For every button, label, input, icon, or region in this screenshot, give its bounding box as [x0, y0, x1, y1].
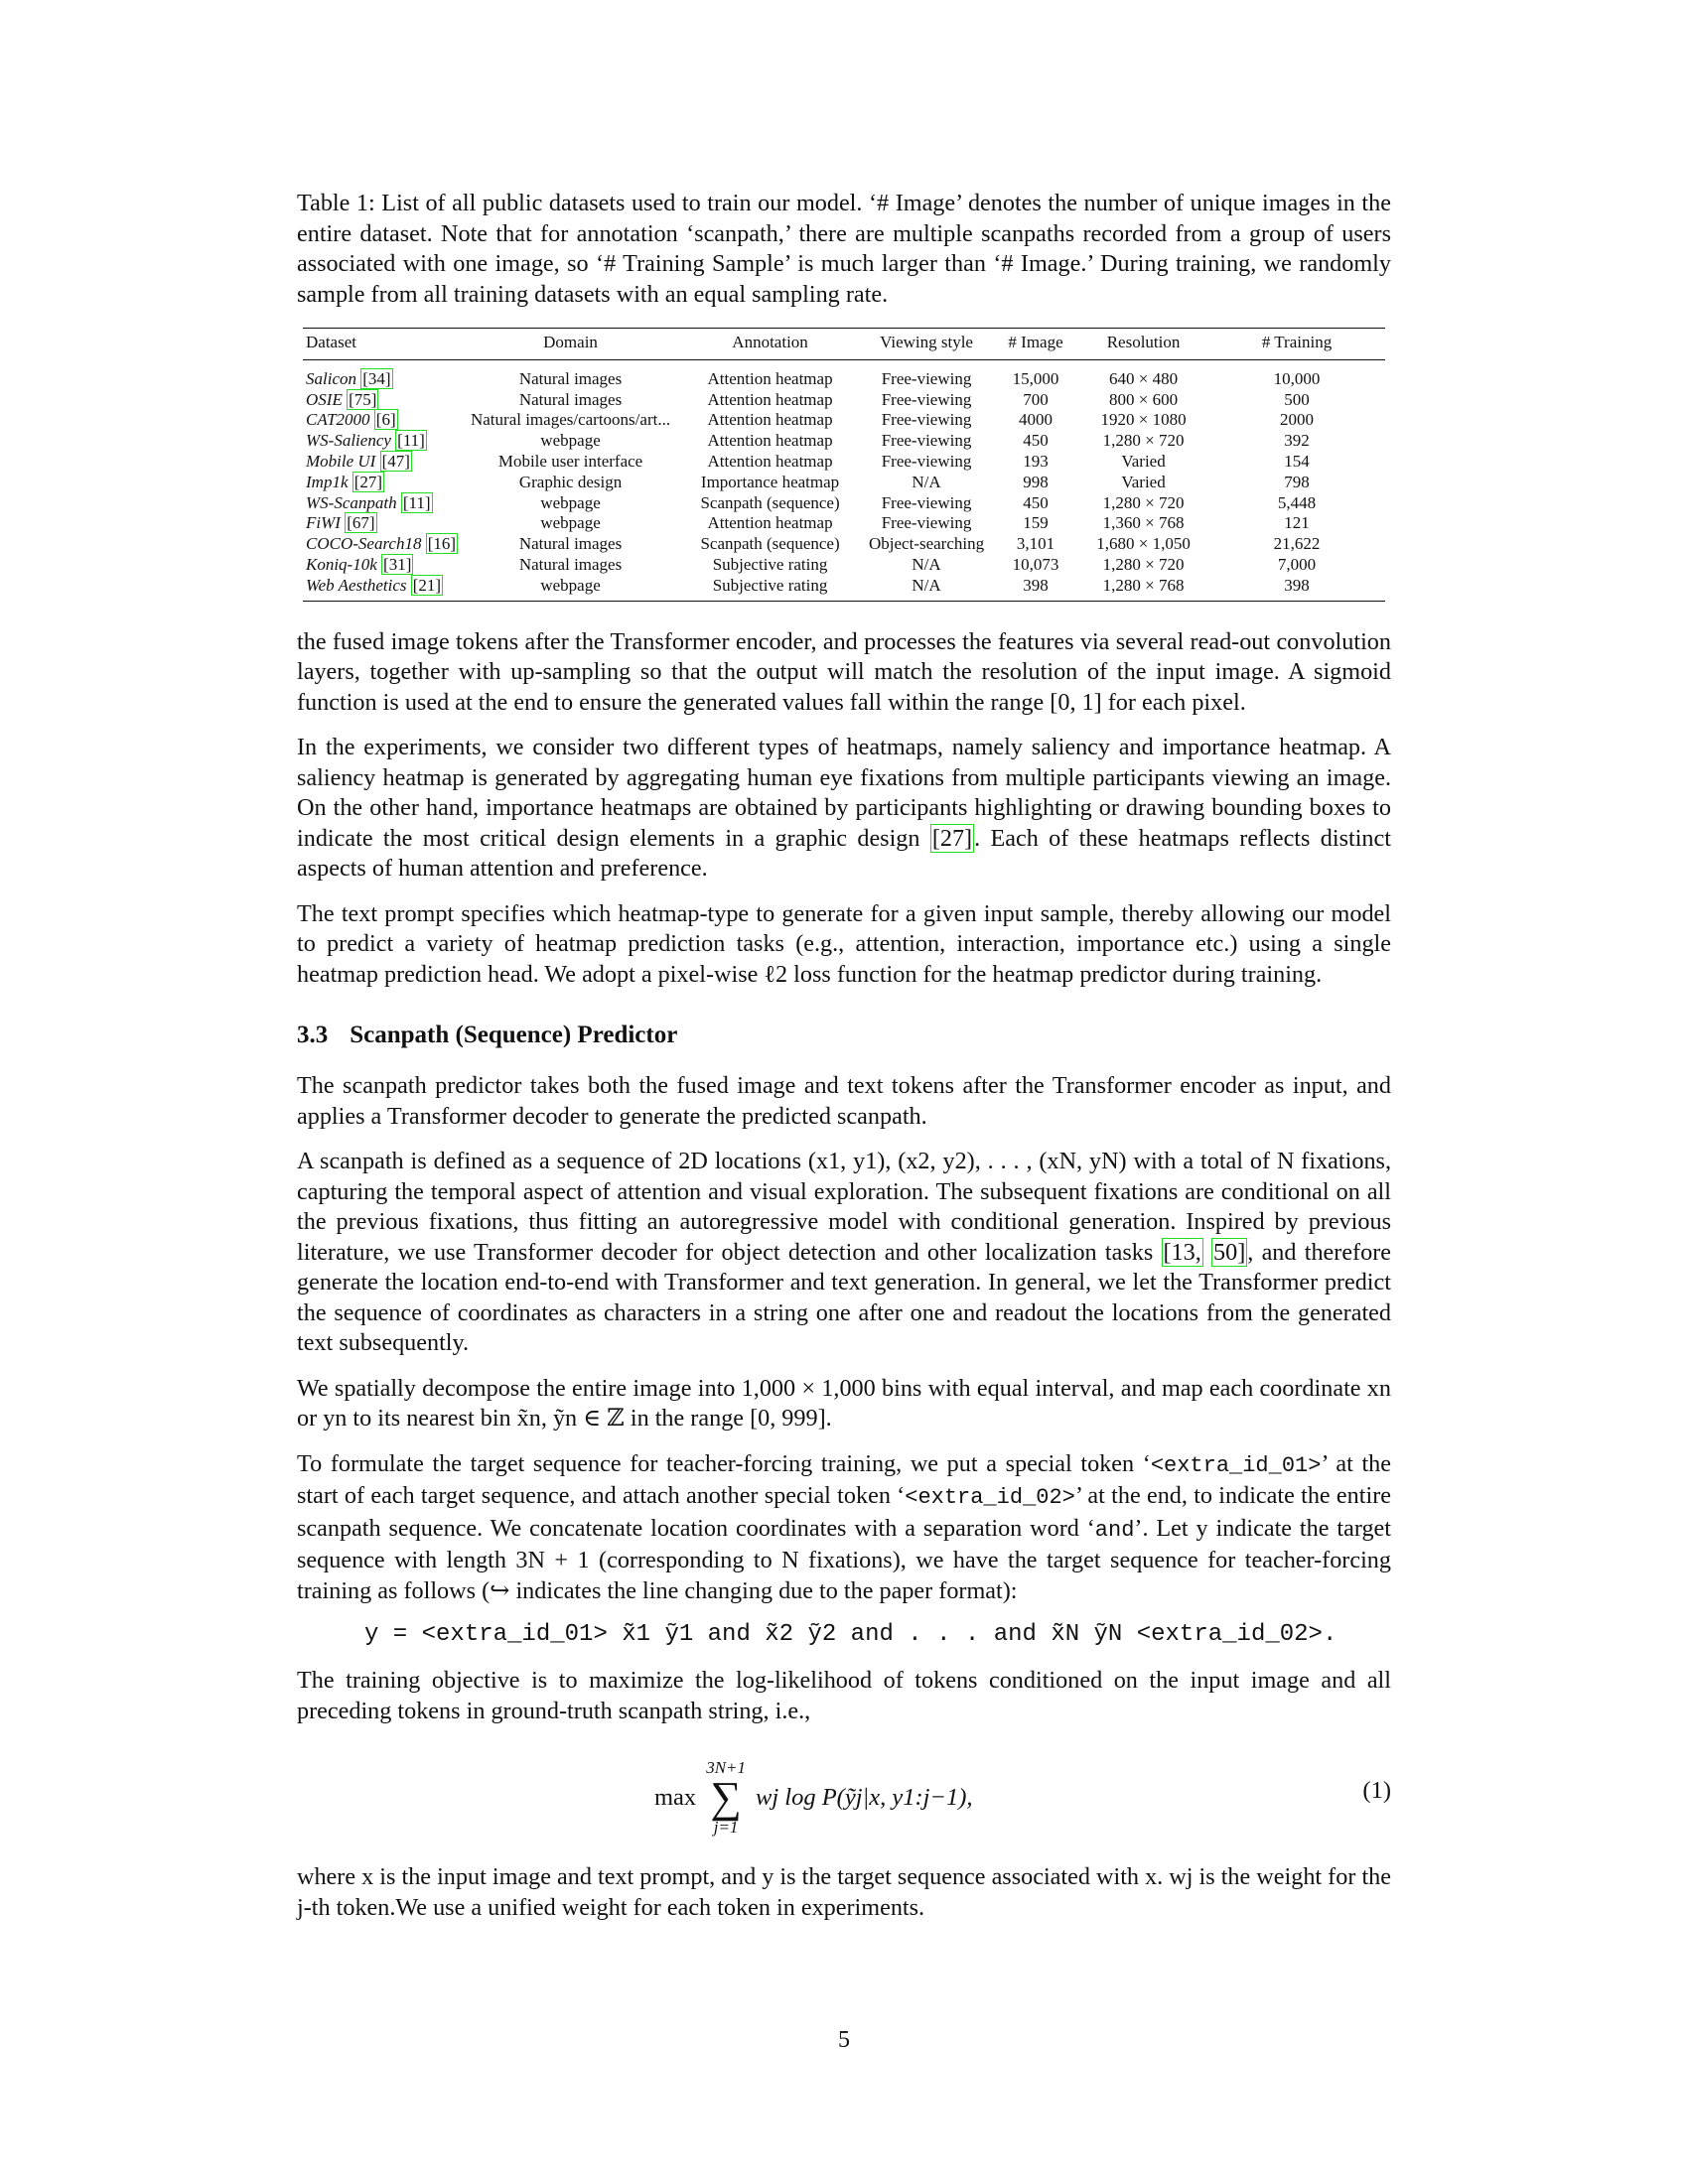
table-cell: 7,000 — [1277, 554, 1317, 574]
table-cell: 193 — [1023, 451, 1049, 471]
table-row — [303, 513, 1385, 534]
dataset-name: FiWI — [306, 513, 341, 533]
paragraph-readout: the fused image tokens after the Transformer encoder, and processes the features via several read-out convolution layers, together with up-sampling so that the output will match the resolution of the input image. A sigmoid function is used at the end to ensure the generated values fall within the range [0, 1] for each pixel. — [297, 627, 1391, 716]
table-cell: 15,000 — [1012, 368, 1059, 388]
table-cell: 398 — [993, 576, 1078, 601]
table-cell: 159 — [1023, 513, 1049, 533]
table-row — [303, 576, 1385, 601]
citation-link[interactable]: [47] — [381, 451, 410, 471]
table-row — [303, 452, 1385, 473]
col-domain: Domain — [461, 329, 680, 360]
citation-link[interactable]: [6] — [375, 410, 396, 430]
table-cell: Varied — [1121, 451, 1166, 471]
table-cell: Varied — [1121, 472, 1166, 491]
table-cell: 500 — [1284, 389, 1310, 409]
paragraph-scanpath-definition — [297, 1147, 1391, 1359]
table-cell: Subjective rating — [712, 554, 828, 574]
citation-link[interactable]: [34] — [362, 368, 391, 388]
citation-link[interactable]: 50] — [1213, 1238, 1246, 1266]
dataset-cell — [303, 473, 461, 493]
table-cell: 398 — [1208, 576, 1385, 601]
p5-text-b: , and therefore generate the location end-to-end with Transformer and text generation. In general, we let the Transformer predict the sequence of coordinates as characters in a string one after one and readout the locations from the generated text subsequently. — [297, 1238, 1391, 1357]
table-cell: Free-viewing — [881, 389, 972, 409]
section-heading — [297, 1022, 1391, 1049]
col-image-count: # Image — [993, 329, 1078, 360]
table-row — [303, 493, 1385, 514]
table-cell: Importance heatmap — [700, 472, 840, 491]
dataset-cell — [303, 410, 461, 431]
table-cell: 1,280 × 720 — [1102, 554, 1185, 574]
citation-link[interactable]: [11] — [402, 492, 431, 512]
dataset-name: CAT2000 — [306, 410, 370, 430]
summation — [706, 1759, 746, 1837]
sum-upper: 3N+1 — [706, 1758, 746, 1778]
table-cell: Natural images — [518, 389, 623, 409]
equation-1 — [297, 1741, 1391, 1841]
citation-link[interactable]: [16] — [427, 534, 457, 554]
paragraph-bins: We spatially decompose the entire image into 1,000 × 1,000 bins with equal interval, and map each coordinate xn or yn to its nearest bin x̃n, ỹn ∈ ℤ in the range [0, 999]. — [297, 1374, 1391, 1433]
table-cell: Free-viewing — [881, 410, 972, 430]
dataset-name: WS-Saliency — [306, 431, 391, 451]
citation-link[interactable]: [67] — [347, 513, 375, 533]
dataset-cell — [303, 513, 461, 534]
dataset-name: Imp1k — [306, 472, 349, 491]
citation-link[interactable]: [13, — [1163, 1238, 1201, 1266]
table-cell: N/A — [912, 554, 941, 574]
table-cell: 1,280 × 768 — [1078, 576, 1208, 601]
table-row — [303, 410, 1385, 431]
table-cell: webpage — [540, 492, 601, 512]
equation-max: max — [654, 1784, 697, 1812]
paragraph-target-sequence — [297, 1449, 1391, 1607]
table-cell: Attention heatmap — [707, 431, 833, 451]
table-row — [303, 390, 1385, 411]
table-cell: 1,680 × 1,050 — [1096, 534, 1191, 554]
p5-text-a: A scanpath is defined as a sequence of 2D locations (x1, y1), (x2, y2), . . . , (xN, yN) with a total of N fixations, capturing the temporal aspect of attention and visual exploration. The subsequent fixations are conditional on all the previous fixations, thus fitting an autoregressive model with conditional generation. Inspired by previous literature, we use Transformer decoder for object detection and other localization tasks — [297, 1148, 1391, 1266]
table-cell: 450 — [1023, 431, 1049, 451]
sigma-icon: ∑ — [710, 1773, 742, 1823]
sum-lower: j=1 — [713, 1818, 739, 1838]
citation-link[interactable]: [21] — [412, 575, 442, 595]
table-cell: Object-searching — [868, 534, 985, 554]
datasets-table-wrap — [303, 328, 1385, 602]
table-cell: 10,073 — [1012, 554, 1059, 574]
dataset-cell — [303, 576, 461, 601]
p7-text-a: To formulate the target sequence for teacher-forcing training, we put a special token ‘ — [297, 1449, 1151, 1477]
dataset-cell — [303, 359, 461, 389]
table-cell: 1920 × 1080 — [1100, 410, 1187, 430]
p7-text-c: ’ at the end, to indicate the entire scanpath sequence. We concatenate location coordinates with a separation word ‘ — [297, 1482, 1391, 1542]
table-cell: Free-viewing — [881, 492, 972, 512]
p2-text-a: In the experiments, we consider two different types of heatmaps, namely saliency and importance heatmap. A saliency heatmap is generated by aggregating human eye fixations from multiple participants viewing an image. On the other hand, importance heatmaps are obtained by participants highlighting or drawing bounding boxes to indicate the most critical design elements in a graphic design — [297, 734, 1391, 852]
table-cell: 2000 — [1280, 410, 1315, 430]
table-row — [303, 555, 1385, 576]
col-dataset: Dataset — [303, 329, 461, 360]
equation-number: (1) — [1362, 1777, 1391, 1805]
table-cell: 1,280 × 720 — [1102, 492, 1185, 512]
dataset-cell — [303, 555, 461, 576]
p7-text-b: ’ at the start of each target sequence, and attach another special token ‘ — [297, 1449, 1391, 1510]
table-cell: Mobile user interface — [497, 451, 643, 471]
table-cell: 1,360 × 768 — [1102, 513, 1185, 533]
table-cell: Free-viewing — [881, 368, 972, 388]
equation-expression: wj log P(ỹj|x, y1:j−1), — [756, 1784, 973, 1812]
table-cell: 800 × 600 — [1109, 389, 1179, 409]
token-and: and — [1094, 1517, 1135, 1543]
section-number: 3.3 — [297, 1022, 329, 1049]
table-cell: Free-viewing — [881, 513, 972, 533]
table-cell: 21,622 — [1273, 534, 1321, 554]
table-caption: Table 1: List of all public datasets used to train our model. ‘# Image’ denotes the number of unique images in the entire dataset. Note that for annotation ‘scanpath,’ there are multiple scanpaths recorded from a group of users associated with one image, so ‘# Training Sample’ is much larger than ‘# Image.’ During training, we randomly sample from all training datasets with an equal sampling rate. — [297, 190, 1391, 308]
table-cell: 10,000 — [1273, 368, 1321, 388]
citation-link[interactable]: [11] — [397, 431, 425, 451]
table-cell: Natural images — [518, 554, 623, 574]
dataset-name: Web Aesthetics — [306, 575, 407, 595]
token-end: <extra_id_02> — [905, 1485, 1075, 1511]
table-cell: Attention heatmap — [707, 368, 833, 388]
page-number: 5 — [838, 2027, 850, 2053]
table-cell: 121 — [1284, 513, 1310, 533]
table-row — [303, 359, 1385, 389]
table-cell: webpage — [461, 576, 680, 601]
dataset-name: OSIE — [306, 389, 343, 409]
col-annotation: Annotation — [680, 329, 860, 360]
table-cell: Attention heatmap — [707, 513, 833, 533]
citation-link[interactable]: [31] — [383, 554, 412, 574]
paragraph-scanpath-intro: The scanpath predictor takes both the fused image and text tokens after the Transformer encoder as input, and applies a Transformer decoder to generate the predicted scanpath. — [297, 1072, 1391, 1130]
table-cell: 700 — [1023, 389, 1049, 409]
table-cell: Natural images — [518, 534, 623, 554]
dataset-name: Mobile UI — [306, 451, 376, 471]
col-viewing-style: Viewing style — [860, 329, 993, 360]
citation-link[interactable]: [75] — [349, 389, 377, 409]
table-cell: Scanpath (sequence) — [700, 492, 840, 512]
equation-body — [654, 1759, 973, 1837]
table-body — [303, 359, 1385, 601]
table-cell: 450 — [1023, 492, 1049, 512]
table-cell: webpage — [540, 431, 601, 451]
table-row — [303, 473, 1385, 493]
table-cell: 392 — [1284, 431, 1310, 451]
dataset-cell — [303, 534, 461, 555]
table-cell: Natural images/cartoons/art... — [470, 410, 671, 430]
table-cell: Attention heatmap — [707, 389, 833, 409]
table-cell: 4000 — [1019, 410, 1054, 430]
table-cell: 154 — [1284, 451, 1310, 471]
table-cell: 798 — [1284, 472, 1310, 491]
dataset-cell — [303, 493, 461, 514]
table-cell: N/A — [912, 472, 941, 491]
dataset-name: COCO-Search18 — [306, 534, 422, 554]
dataset-name: Koniq-10k — [306, 554, 377, 574]
dataset-cell — [303, 431, 461, 452]
paragraph-where: where x is the input image and text prompt, and y is the target sequence associated with x. wj is the weight for the j-th token.We use a unified weight for each token in experiments. — [297, 1863, 1391, 1921]
section-title: Scanpath (Sequence) Predictor — [350, 1022, 678, 1049]
p7-text-d: ’. Let y indicate the target sequence with length 3N + 1 (corresponding to N fixations), we have the target sequence for teacher-forcing training as follows (↪ indicates the line changing due to the paper format): — [297, 1514, 1391, 1604]
p2-text-b: . Each of these heatmaps reflects distinct aspects of human attention and preference. — [297, 824, 1391, 883]
dataset-name: Salicon — [306, 368, 356, 388]
table-cell: Scanpath (sequence) — [700, 534, 840, 554]
table-cell: 640 × 480 — [1109, 368, 1179, 388]
table-cell: Graphic design — [518, 472, 623, 491]
table-cell: Attention heatmap — [707, 410, 833, 430]
datasets-table — [303, 328, 1385, 602]
paragraph-text-prompt: The text prompt specifies which heatmap-type to generate for a given input sample, thereby allowing our model to predict a variety of heatmap prediction tasks (e.g., attention, interaction, importance etc.) using a single heatmap prediction head. We adopt a pixel-wise ℓ2 loss function for the heatmap predictor during training. — [297, 899, 1391, 988]
table-cell: Natural images — [518, 368, 623, 388]
table-cell: 5,448 — [1277, 492, 1317, 512]
dataset-name: WS-Scanpath — [306, 492, 397, 512]
table-cell: Attention heatmap — [707, 451, 833, 471]
paper-page — [297, 189, 1391, 1938]
table-row — [303, 431, 1385, 452]
table-cell: Subjective rating — [680, 576, 860, 601]
col-training: # Training — [1208, 329, 1385, 360]
table-cell: Free-viewing — [881, 451, 972, 471]
table-cell: N/A — [860, 576, 993, 601]
display-sequence: y = <extra_id_01> x̃1 ỹ1 and x̃2 ỹ2 and . . . and x̃N ỹN <extra_id_02>. — [364, 1621, 1337, 1649]
paragraph-heatmap-types — [297, 733, 1391, 885]
dataset-cell — [303, 452, 461, 473]
table-cell: webpage — [540, 513, 601, 533]
dataset-cell — [303, 390, 461, 411]
table-cell: 1,280 × 720 — [1102, 431, 1185, 451]
citation-link[interactable]: [27] — [353, 472, 383, 491]
citation-link[interactable]: [27] — [931, 824, 973, 852]
table-cell: Free-viewing — [881, 431, 972, 451]
table-row — [303, 534, 1385, 555]
table-cell: 998 — [1023, 472, 1049, 491]
col-resolution: Resolution — [1078, 329, 1208, 360]
paragraph-objective: The training objective is to maximize the log-likelihood of tokens conditioned on the input image and all preceding tokens in ground-truth scanpath string, i.e., — [297, 1667, 1391, 1724]
table-header-row — [303, 329, 1385, 360]
token-start: <extra_id_01> — [1150, 1452, 1322, 1478]
table-cell: 3,101 — [1016, 534, 1055, 554]
